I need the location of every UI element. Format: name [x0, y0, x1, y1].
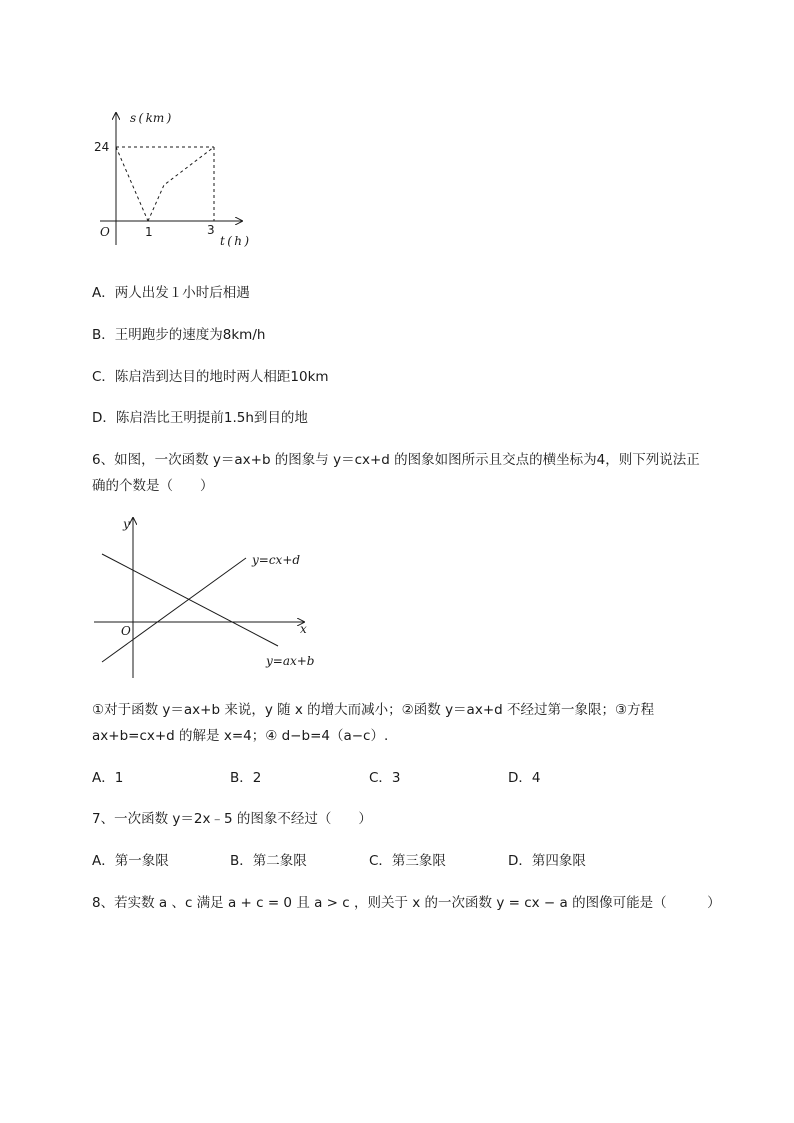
y-axis-label: y	[123, 517, 130, 531]
x-axis-label: x	[300, 622, 307, 636]
linear-functions-graph	[90, 512, 320, 682]
q7-options	[92, 851, 712, 871]
distance-time-graph	[90, 105, 270, 255]
x-tick-1: 1	[145, 225, 153, 239]
x-axis-label: t ( h )	[220, 234, 250, 248]
line-cx-plus-d-label: y=cx+d	[252, 553, 301, 567]
origin-label: O	[121, 624, 131, 638]
y-axis-label: s ( km )	[130, 111, 172, 125]
q6-stem-line1: 6、如图，一次函数 y＝ax+b 的图象与 y＝cx+d 的图象如图所示且交点的横坐标为4，则下列说法正	[92, 452, 700, 468]
q6-statements-line1: ①对于函数 y＝ax+b 来说，y 随 x 的增大而减小；②函数 y＝ax+d 不经过第一象限；③方程	[92, 702, 655, 718]
q6-options	[92, 768, 712, 788]
q6-option-c[interactable]: C．3	[369, 770, 401, 786]
q5-option-b[interactable]: B．王明跑步的速度为8km/h	[92, 327, 266, 343]
q7-option-b[interactable]: B．第二象限	[230, 853, 307, 869]
q8-stem: 8、若实数 a 、c 满足 a + c = 0 且 a > c ，则关于 x 的一次函数 y = cx − a 的图像可能是（ ）	[92, 895, 721, 911]
q6-option-a[interactable]: A．1	[92, 770, 124, 786]
q7-option-a[interactable]: A．第一象限	[92, 853, 169, 869]
q7-stem: 7、一次函数 y＝2x﹣5 的图象不经过（ ）	[92, 811, 372, 827]
q6-option-b[interactable]: B．2	[230, 770, 262, 786]
descending-path	[116, 147, 148, 221]
q6-stem-line2: 确的个数是（ ）	[92, 478, 214, 494]
q5-option-c[interactable]: C．陈启浩到达目的地时两人相距10km	[92, 369, 329, 385]
q6-statements-line2: ax+b=cx+d 的解是 x=4；④ d−b=4（a−c）.	[92, 728, 389, 744]
ascending-path	[148, 147, 214, 221]
y-tick-24: 24	[94, 140, 110, 154]
q5-option-a[interactable]: A．两人出发１小时后相遇	[92, 285, 250, 301]
x-tick-3: 3	[207, 223, 215, 237]
q5-option-d[interactable]: D．陈启浩比王明提前1.5h到目的地	[92, 410, 308, 426]
origin-label: O	[100, 225, 110, 239]
q7-option-d[interactable]: D．第四象限	[508, 853, 586, 869]
line-cx-plus-d	[102, 558, 246, 662]
line-ax-plus-b-label: y=ax+b	[266, 654, 315, 668]
q6-option-d[interactable]: D．4	[508, 770, 541, 786]
q7-option-c[interactable]: C．第三象限	[369, 853, 446, 869]
